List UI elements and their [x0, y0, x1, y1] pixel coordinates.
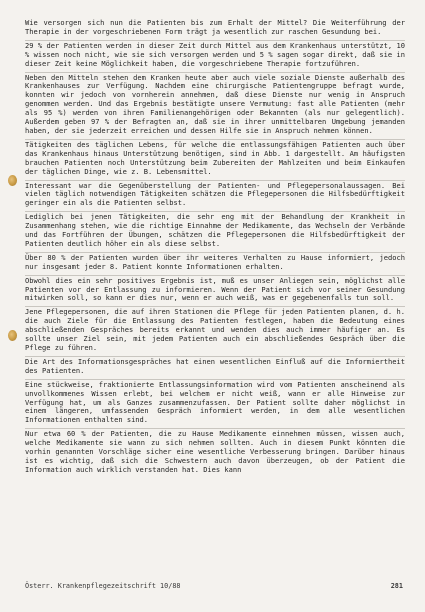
paragraph: Über 80 % der Patienten wurden über ihr weiteres Verhalten zu Hause informiert, jedoch nur insgesamt jeder 8. Patient konnte Informationen erhalten. [25, 252, 405, 271]
paragraph: Interessant war die Gegenüberstellung der Patienten- und Pflegepersonalaussagen. Bei vielen täglich notwendigen Tätigkeiten schätzen die Pflegepersonen die Hilfsbedürftigkeit geringer ein als die Patienten selbst. [25, 180, 405, 208]
page-number: 281 [390, 582, 403, 590]
paragraph: Eine stückweise, fraktionierte Entlassungsinformation wird vom Patienten anscheinend als unvollkommenes Wissen erlebt, bei welchem er nicht weiß, wann er alle Hinweise zur Verfügung hat, um als Ganzes zusammenzufassen. Der Patient sollte daher möglichst in einem längeren, umfassenden Gespräch informiert werden, in dem alle wesentlichen Informationen enthalten sind. [25, 379, 405, 425]
paragraph: Wie versorgen sich nun die Patienten bis zum Erhalt der Mittel? Die Weiterführung der Therapie in der vorgeschriebenen Form trägt ja wesentlich zur raschen Gesundung bei. [25, 18, 405, 36]
paragraph: 29 % der Patienten werden in dieser Zeit durch Mittel aus dem Krankenhaus unterstützt, 10 % wissen noch nicht, wie sie sich versorgen werden und 5 % sagen sogar direkt, daß sie in dieser Zeit keine Möglichkeit haben, die vorgeschriebene Therapie fortzuführen. [25, 40, 405, 68]
paragraph: Obwohl dies ein sehr positives Ergebnis ist, muß es unser Anliegen sein, möglichst alle Patienten vor der Entlassung zu informieren. Wenn der Patient sich vor seiner Gesundung mitwirken soll, so kann er dies nur, wenn er auch weiß, was er gegebenenfalls tun soll. [25, 275, 405, 303]
paragraph: Lediglich bei jenen Tätigkeiten, die sehr eng mit der Behandlung der Krankheit in Zusammenhang stehen, wie die richtige Einnahme der Medikamente, das Wechseln der Verbände und das Fortführen der Übungen, schätzen die Pflegepersonen die Hilfsbedürftigkeit der Patienten deutlich höher ein als diese selbst. [25, 212, 405, 248]
paragraph: Jene Pflegepersonen, die auf ihren Stationen die Pflege für jeden Patienten planen, d. h. die auch Ziele für die Entlassung des Patienten festlegen, haben die Bedeutung eines abschließenden Gespräches bereits erkannt und wenden dies auch immer häufiger an. Es sollte unser Ziel sein, mit jedem Patienten auch ein abschließendes Gespräch über die Pflege zu führen. [25, 307, 405, 352]
paragraph: Nur etwa 60 % der Patienten, die zu Hause Medikamente einnehmen müssen, wissen auch, welche Medikamente sie wann zu sich nehmen sollten. Auch in diesem Punkt könnten die vorhin genannten Vorschläge sicher eine wesentliche Verbesserung bringen. Darüber hinaus ist es wichtig, daß sich die Schwestern auch davon überzeugen, ob der Patient die Information auch wirklich verstanden hat. Dies kann [25, 429, 405, 474]
page-footer [25, 582, 403, 590]
paragraph: Tätigkeiten des täglichen Lebens, für welche die entlassungsfähigen Patienten auch über das Krankenhaus hinaus Unterstützung benötigen, sind in Abb. 1 dargestellt. Am häufigsten brauchen Patienten noch Unterstützung beim Zubereiten der Mahlzeiten und beim Einkaufen der täglichen Dinge, wie z. B. Lebensmittel. [25, 139, 405, 176]
article-body [25, 19, 405, 475]
punch-hole-bottom [8, 330, 17, 341]
journal-source: Österr. Krankenpflegezeitschrift 10/88 [25, 582, 181, 590]
punch-hole-top [8, 175, 17, 186]
paragraph: Neben den Mitteln stehen dem Kranken heute aber auch viele soziale Dienste außerhalb des Krankenhauses zur Verfügung. Nachdem eine chirurgische Patientengruppe befragt wurde, konnten wir jedoch von vornherein annehmen, daß diese Dienste nur wenig in Anspruch genommen werden. Und das Ergebnis bestätigte unsere Vermutung: fast alle Patienten (mehr als 95 %) werden von ihren Familienangehörigen oder Bekannten (als nur gelegentlich). Außerdem geben 97 % der Befragten an, daß sie in ihrer unmittelbaren Umgebung jemanden haben, der sie jederzeit erreichen und dessen Hilfe sie in Anspruch nehmen können. [25, 72, 405, 135]
paragraph: Die Art des Informationsgespräches hat einen wesentlichen Einfluß auf die Informiertheit des Patienten. [25, 356, 405, 375]
